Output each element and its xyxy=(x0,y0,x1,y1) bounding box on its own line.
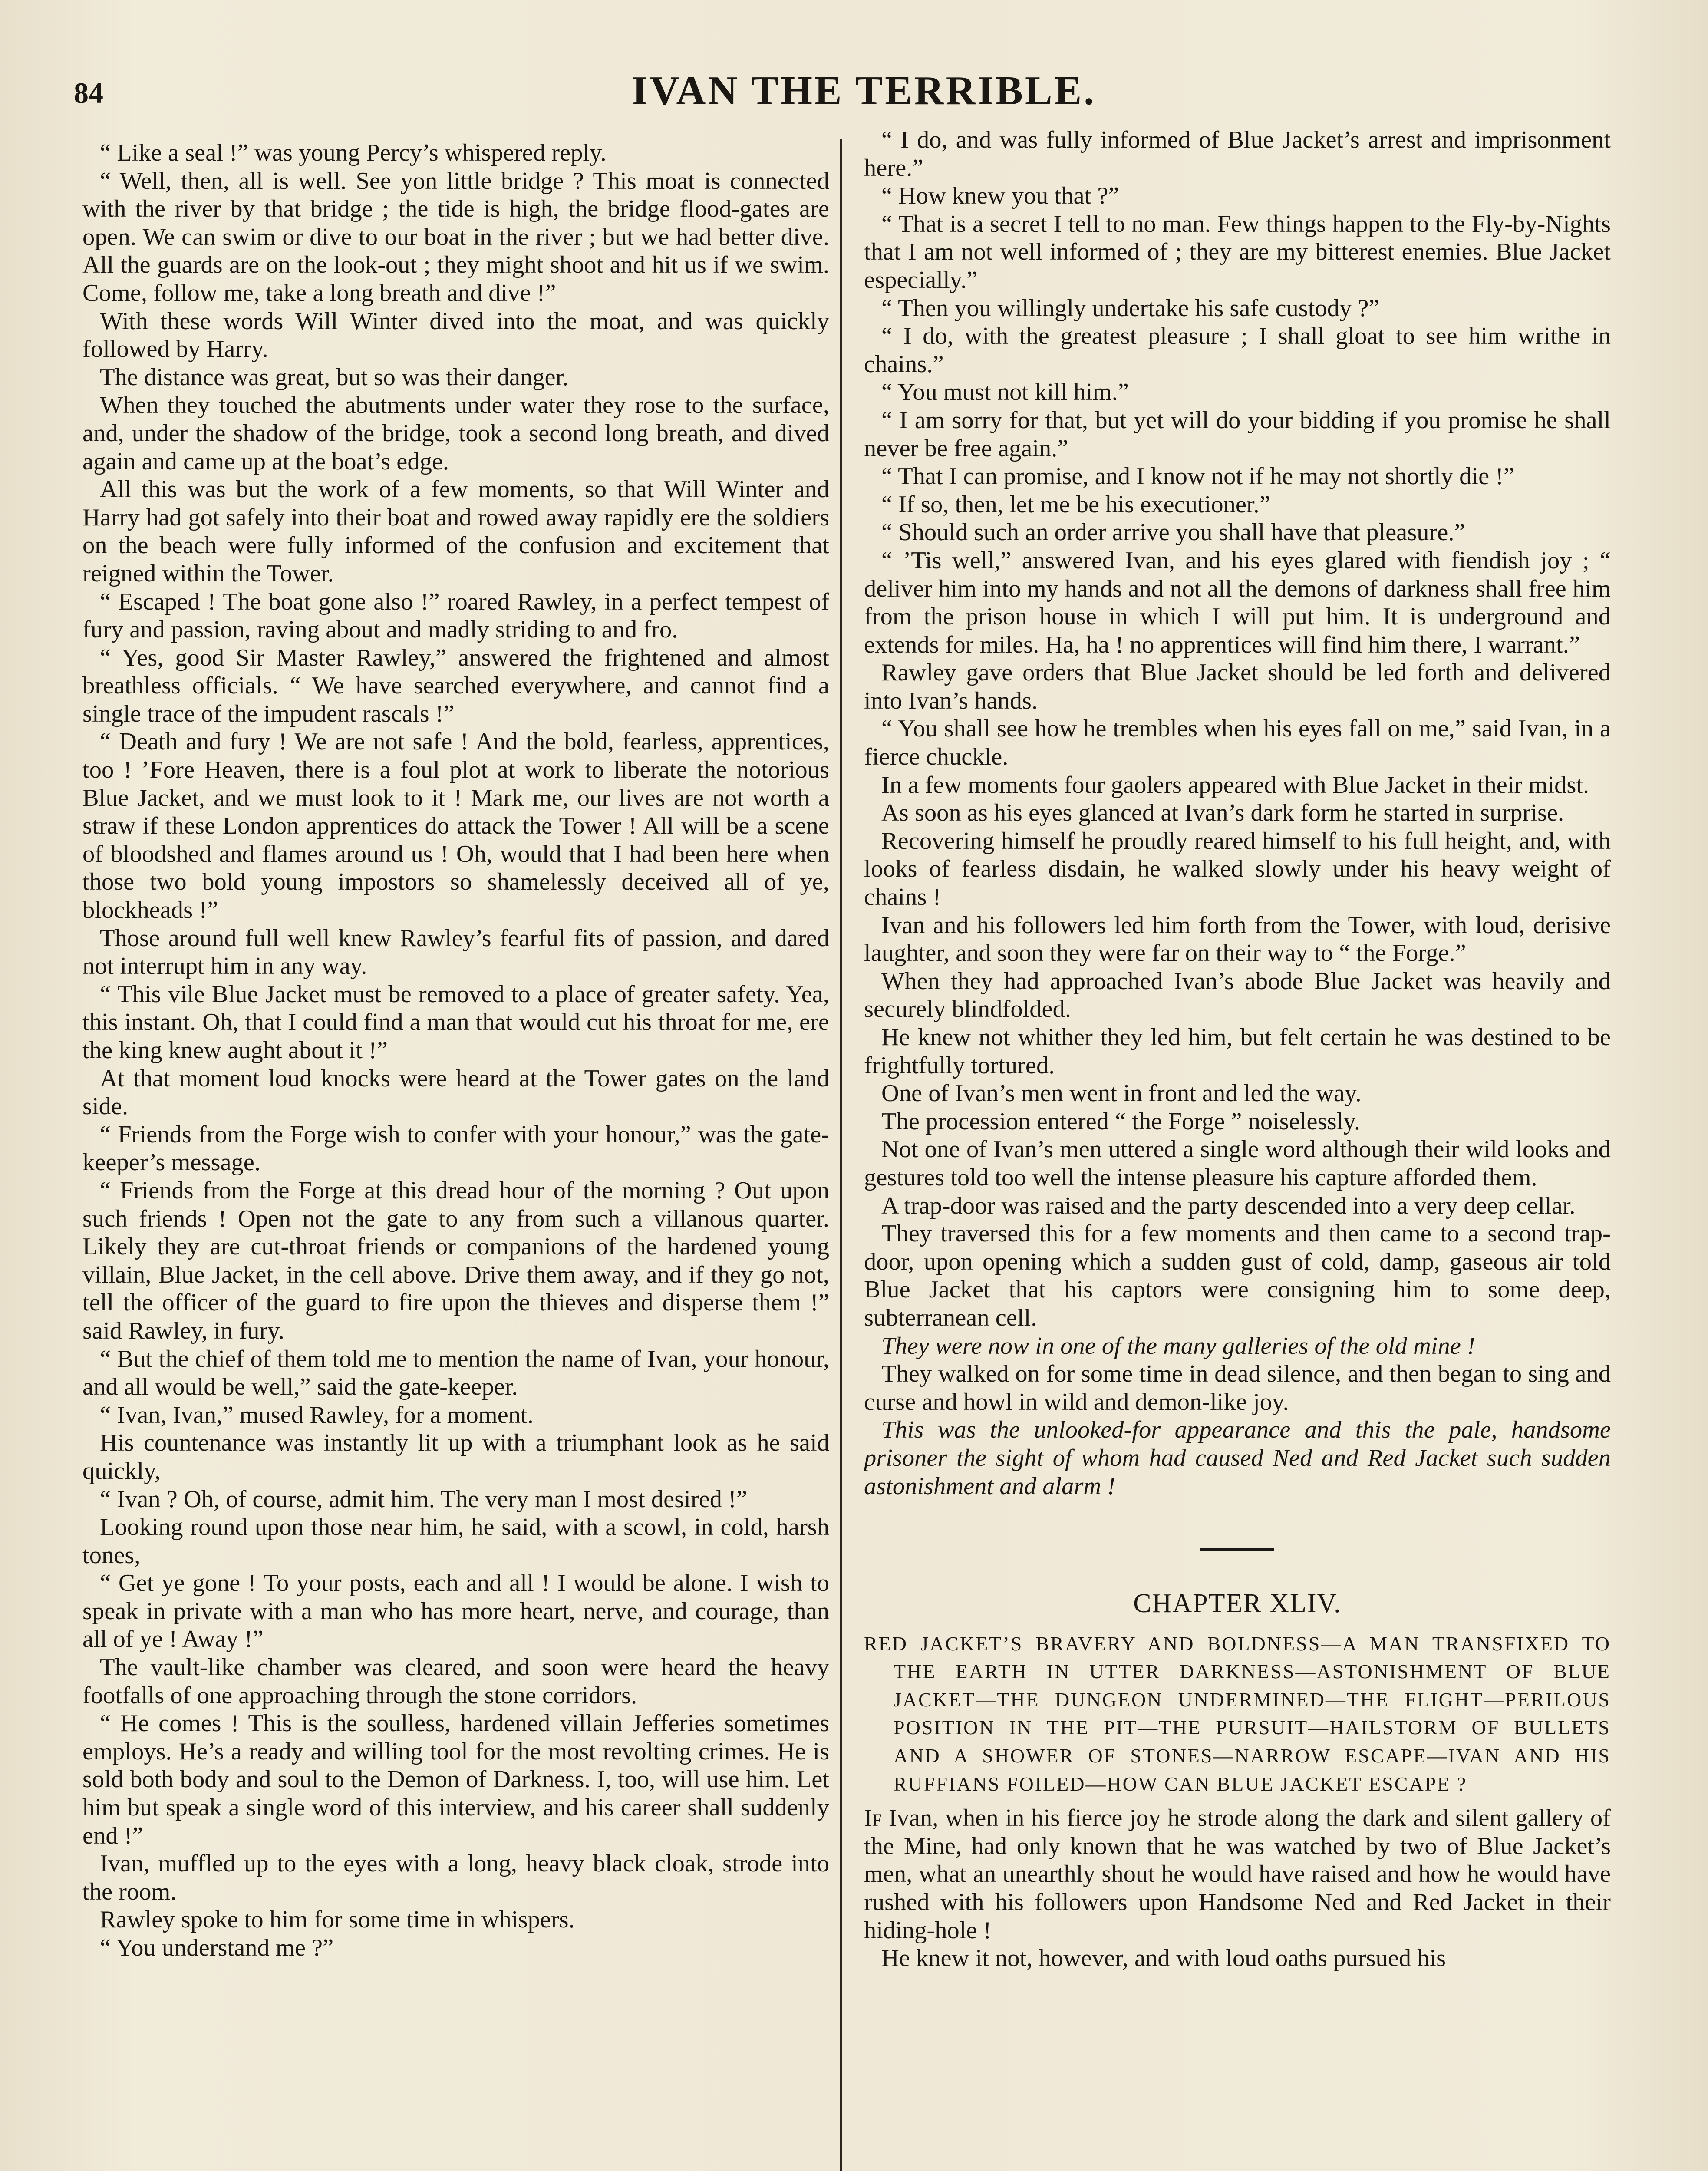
paragraph: “ Ivan, Ivan,” mused Rawley, for a moment. xyxy=(100,1401,534,1429)
paragraph: “ How knew you that ?” xyxy=(881,182,1119,210)
paragraph: A trap-door was raised and the party descended into a very deep cellar. xyxy=(881,1192,1576,1219)
paragraph: As soon as his eyes glanced at Ivan’s dark form he started in surprise. xyxy=(881,799,1564,827)
paragraph: The procession entered “ the Forge ” noiselessly. xyxy=(881,1108,1360,1135)
paragraph: “ Well, then, all is well. See yon little bridge ? This moat is connected with the river by that bridge ; the tide is high, the bridge flood-gates are open. We can swim or dive to our boat in the river ; but we had better dive. All the guards are on the look-out ; they might shoot and hit us if we swim. Come, follow me, take a long breath and dive !” xyxy=(82,167,829,307)
paragraph: His countenance was instantly lit up with a triumphant look as he said quickly, xyxy=(82,1429,829,1485)
italic-paragraph: This was the unlooked-for appearance and this the pale, handsome prisoner the sight of whom had caused Ned and Red Jacket such sudden astonishment and alarm ! xyxy=(864,1416,1611,1500)
paragraph: He knew not whither they led him, but felt certain he was destined to be frightfully tortured. xyxy=(864,1024,1611,1079)
paragraph: “ This vile Blue Jacket must be removed to a place of greater safety. Yea, this instant. Oh, that I could find a man that would cut his throat for me, ere the king knew aught about it !” xyxy=(82,980,829,1064)
paragraph: Those around full well knew Rawley’s fearful fits of passion, and dared not interrupt him in any way. xyxy=(82,924,829,980)
paragraph: “ Get ye gone ! To your posts, each and all ! I would be alone. I wish to speak in private with a man who has more heart, nerve, and courage, than all of ye ! Away !” xyxy=(82,1570,829,1653)
paragraph: “ I do, and was fully informed of Blue Jacket’s arrest and imprisonment here.” xyxy=(864,126,1611,181)
paragraph: He knew it not, however, and with loud oaths pursued his xyxy=(881,1945,1446,1972)
paragraph: The vault-like chamber was cleared, and soon were heard the heavy footfalls of one approaching through the stone corridors. xyxy=(82,1654,829,1709)
paragraph: “ Escaped ! The boat gone also !” roared Rawley, in a perfect tempest of fury and passion, raving about and madly striding to and fro. xyxy=(82,588,829,643)
paragraph: “ If so, then, let me be his executioner.” xyxy=(881,491,1270,518)
left-column xyxy=(82,139,829,2171)
paragraph: “ Like a seal !” was young Percy’s whispered reply. xyxy=(100,139,607,166)
paragraph: Ivan and his followers led him forth from the Tower, with loud, derisive laughter, and soon they were far on their way to “ the Forge.” xyxy=(864,911,1611,967)
paragraph: At that moment loud knocks were heard at the Tower gates on the land side. xyxy=(82,1065,829,1120)
paragraph: “ He comes ! This is the soulless, hardened villain Jefferies sometimes employs. He’s a ready and willing tool for the most revolting crimes. He is sold both body and soul to the Demon of Darkness. I, too, will use him. Let him but speak a single word of this interview, and his career shall suddenly end !” xyxy=(82,1710,829,1849)
paragraph: “ You must not kill him.” xyxy=(881,379,1129,406)
lead-text: Ivan, when in his fierce joy he strode along the dark and silent gallery of the Mine, had only known that he was watched by two of Blue Jacket’s men, what an unearthly shout he would have raised and how he would have rushed with his followers upon Handsome Ned and Red Jacket in their hiding-hole ! xyxy=(864,1805,1611,1944)
lead-word: If xyxy=(864,1805,882,1832)
paragraph: “ Should such an order arrive you shall have that pleasure.” xyxy=(881,519,1465,546)
paragraph: Ivan, muffled up to the eyes with a long, heavy black cloak, strode into the room. xyxy=(82,1850,829,1905)
paragraph: “ You understand me ?” xyxy=(100,1934,334,1961)
paragraph: “ ’Tis well,” answered Ivan, and his eyes glared with fiendish joy ; “ deliver him into my hands and not all the demons of darkness shall free him from the prison house in which I will put him. It is underground and extends for miles. Ha, ha ! no apprentices will find him there, I warrant.” xyxy=(864,547,1611,658)
paragraph: “ Ivan ? Oh, of course, admit him. The very man I most desired !” xyxy=(100,1485,748,1513)
paragraph: When they had approached Ivan’s abode Blue Jacket was heavily and securely blindfolded. xyxy=(864,967,1611,1023)
paragraph: “ Then you willingly undertake his safe custody ?” xyxy=(881,294,1380,322)
chapter-heading: CHAPTER XLIV. xyxy=(1133,1589,1342,1619)
section-separator xyxy=(1200,1548,1274,1551)
paragraph: “ Death and fury ! We are not safe ! And the bold, fearless, apprentices, too ! ’Fore Heaven, there is a foul plot at work to liberate the notorious Blue Jacket, and we must look to it ! Mark me, our lives are not worth a straw if these London apprentices do attack the Tower ! All will be a scene of bloodshed and flames around us ! Oh, would that I had been here when those two bold young impostors so shamelessly deceived all of ye, blockheads !” xyxy=(82,728,829,924)
running-title: IVAN THE TERRIBLE. xyxy=(632,68,1096,113)
paragraph: Recovering himself he proudly reared himself to his full height, and, with looks of fearless disdain, he walked slowly under his heavy weight of chains ! xyxy=(864,827,1611,911)
paragraph: The distance was great, but so was their danger. xyxy=(100,363,569,391)
paragraph: “ That is a secret I tell to no man. Few things happen to the Fly-by-Nights that I am not well informed of ; they are my bitterest enemies. Blue Jacket especially.” xyxy=(864,210,1611,294)
paragraph: “ I am sorry for that, but yet will do your bidding if you promise he shall never be free again.” xyxy=(864,406,1611,462)
page-header xyxy=(74,67,1654,119)
column-divider xyxy=(840,139,842,2171)
paragraph: Not one of Ivan’s men uttered a single word although their wild looks and gestures told too well the intense pleasure his capture afforded them. xyxy=(864,1136,1611,1191)
page-number: 84 xyxy=(74,76,103,109)
chapter-opening-paragraph xyxy=(864,1804,1611,1944)
paragraph: Rawley gave orders that Blue Jacket should be led forth and delivered into Ivan’s hands. xyxy=(864,659,1611,714)
paragraph: “ But the chief of them told me to mention the name of Ivan, your honour, and all would be well,” said the gate-keeper. xyxy=(82,1345,829,1401)
paragraph: “ I do, with the greatest pleasure ; I shall gloat to see him writhe in chains.” xyxy=(864,323,1611,378)
paragraph: “ Friends from the Forge at this dread hour of the morning ? Out upon such friends ! Open not the gate to any from such a villanous quarter. Likely they are cut-throat friends or companions of the hardened young villain, Blue Jacket, in the cell above. Drive them away, and if they go not, tell the officer of the guard to fire upon the thieves and disperse them !” said Rawley, in fury. xyxy=(82,1177,829,1344)
paragraph: They walked on for some time in dead silence, and then began to sing and curse and howl in wild and demon-like joy. xyxy=(864,1360,1611,1415)
paragraph: “ You shall see how he trembles when his eyes fall on me,” said Ivan, in a fierce chuckle. xyxy=(864,715,1611,771)
paragraph: When they touched the abutments under water they rose to the surface, and, under the shadow of the bridge, took a second long breath, and dived again and came up at the boat’s edge. xyxy=(82,392,829,475)
paragraph: Looking round upon those near him, he said, with a scowl, in cold, harsh tones, xyxy=(82,1514,829,1569)
right-column xyxy=(864,126,1611,2171)
paragraph: They traversed this for a few moments and then came to a second trap-door, upon opening which a sudden gust of cold, damp, gaseous air told Blue Jacket that his captors were consigning him to some deep, subterranean cell. xyxy=(864,1220,1611,1331)
paragraph: In a few moments four gaolers appeared with Blue Jacket in their midst. xyxy=(881,771,1589,798)
paragraph: “ That I can promise, and I know not if he may not shortly die !” xyxy=(881,463,1515,490)
paragraph: “ Friends from the Forge wish to confer with your honour,” was the gate-keeper’s message. xyxy=(82,1121,829,1176)
chapter-synopsis: RED JACKET’S BRAVERY AND BOLDNESS—A MAN TRANSFIXED TO THE EARTH IN UTTER DARKNESS—ASTONISHMENT OF BLUE JACKET—THE DUNGEON UNDERMINED—THE FLIGHT—PERILOUS POSITION IN THE PIT—THE PURSUIT—HAILSTORM OF BULLETS AND A SHOWER OF STONES—NARROW ESCAPE—IVAN AND HIS RUFFIANS FOILED—HOW CAN BLUE JACKET ESCAPE ? xyxy=(864,1632,1611,1795)
paragraph: With these words Will Winter dived into the moat, and was quickly followed by Harry. xyxy=(82,307,829,363)
italic-paragraph: They were now in one of the many galleries of the old mine ! xyxy=(881,1332,1475,1359)
paragraph: “ Yes, good Sir Master Rawley,” answered the frightened and almost breathless officials. “ We have searched everywhere, and cannot find a single trace of the impudent rascals !” xyxy=(82,644,829,727)
paragraph: All this was but the work of a few moments, so that Will Winter and Harry had got safely into their boat and rowed away rapidly ere the soldiers on the beach were fully informed of the confusion and excitement that reigned within the Tower. xyxy=(82,476,829,587)
paragraph: One of Ivan’s men went in front and led the way. xyxy=(881,1080,1362,1107)
paragraph: Rawley spoke to him for some time in whispers. xyxy=(100,1906,575,1933)
